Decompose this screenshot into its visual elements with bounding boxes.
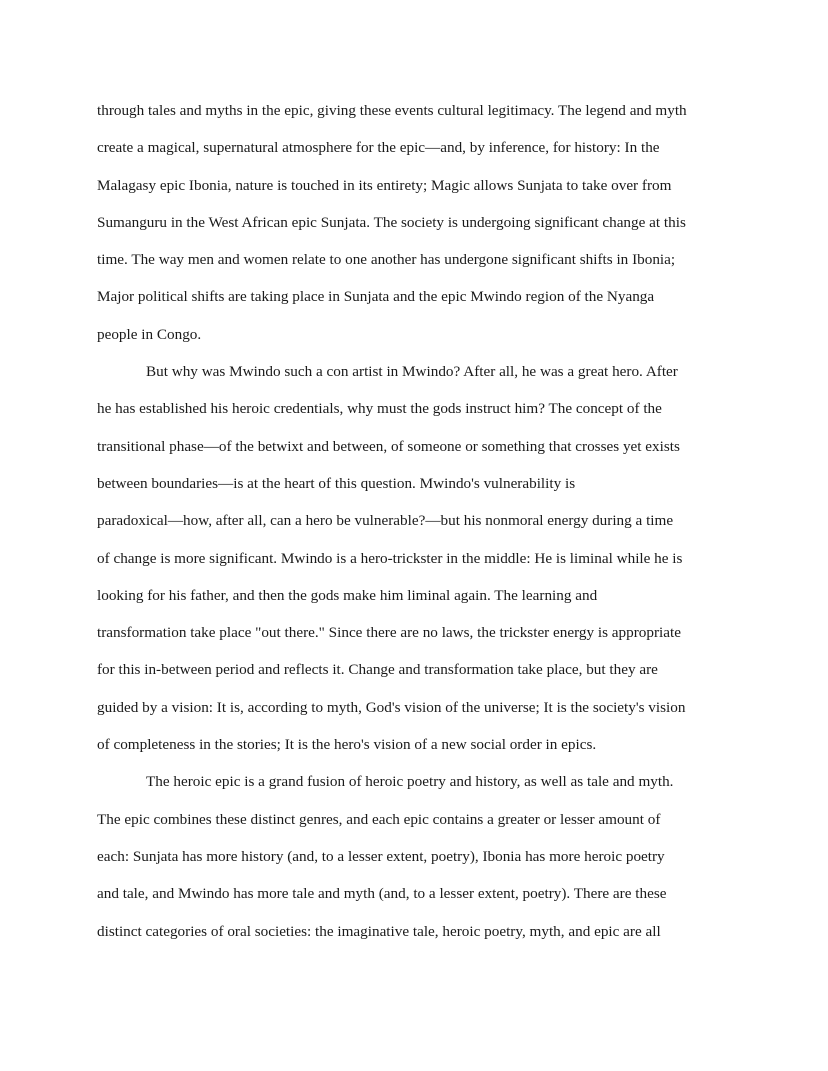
- text-line: for this in-between period and reflects it. Change and transformation take place, but they are: [97, 661, 658, 679]
- text-line: The epic combines these distinct genres, and each epic contains a greater or lesser amount of: [97, 810, 661, 828]
- text-line: looking for his father, and then the gods make him liminal again. The learning and: [97, 586, 598, 604]
- paragraph-3: [97, 763, 730, 949]
- text-line: he has established his heroic credentials, why must the gods instruct him? The concept of the: [97, 400, 662, 418]
- text-line: guided by a vision: It is, according to myth, God's vision of the universe; It is the society's vision: [97, 698, 686, 716]
- text-line: between boundaries—is at the heart of this question. Mwindo's vulnerability is: [97, 474, 576, 492]
- text-line-indented: But why was Mwindo such a con artist in Mwindo? After all, he was a great hero. After: [146, 363, 678, 381]
- text-line: Malagasy epic Ibonia, nature is touched in its entirety; Magic allows Sunjata to take over from: [97, 176, 672, 194]
- text-line: Major political shifts are taking place in Sunjata and the epic Mwindo region of the Nyanga: [97, 288, 655, 306]
- text-line: time. The way men and women relate to one another has undergone significant shifts in Ibonia;: [97, 251, 676, 269]
- text-line: paradoxical—how, after all, can a hero be vulnerable?—but his nonmoral energy during a time: [97, 512, 674, 530]
- text-line-indented: The heroic epic is a grand fusion of heroic poetry and history, as well as tale and myth.: [146, 773, 674, 791]
- text-line: and tale, and Mwindo has more tale and myth (and, to a lesser extent, poetry). There are these: [97, 885, 667, 903]
- text-line: of change is more significant. Mwindo is a hero-trickster in the middle: He is liminal while he is: [97, 549, 683, 567]
- text-line: transformation take place "out there." Since there are no laws, the trickster energy is appropriate: [97, 624, 681, 642]
- paragraph-1: [97, 92, 730, 353]
- text-line: of completeness in the stories; It is the hero's vision of a new social order in epics.: [97, 736, 597, 754]
- text-line: people in Congo.: [97, 325, 202, 343]
- paragraph-2: [97, 353, 730, 763]
- text-line: through tales and myths in the epic, giving these events cultural legitimacy. The legend and myth: [97, 102, 687, 119]
- body-text: [97, 92, 730, 950]
- text-line: each: Sunjata has more history (and, to a lesser extent, poetry), Ibonia has more heroic poetry: [97, 847, 665, 865]
- text-line: Sumanguru in the West African epic Sunjata. The society is undergoing significant change at this: [97, 213, 686, 231]
- text-line: transitional phase—of the betwixt and between, of someone or something that crosses yet exists: [97, 437, 680, 455]
- text-line: distinct categories of oral societies: the imaginative tale, heroic poetry, myth, and epic are all: [97, 922, 661, 940]
- text-line: create a magical, supernatural atmosphere for the epic—and, by inference, for history: In the: [97, 139, 660, 157]
